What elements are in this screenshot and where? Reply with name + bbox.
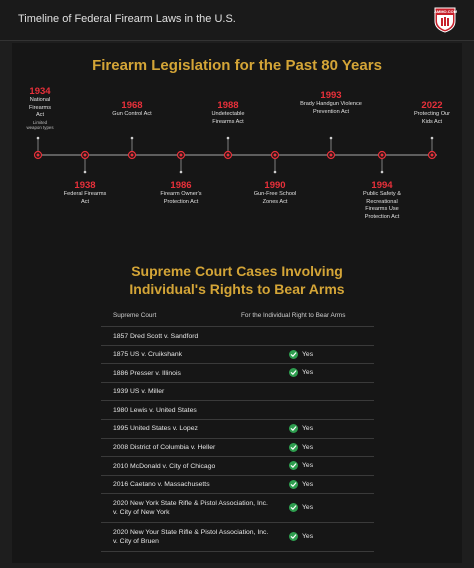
timeline-event-label: Gun-Free School Zones Act [253, 191, 297, 205]
column-header-case: Supreme Court [113, 312, 157, 319]
table-body [101, 327, 374, 552]
table-row [101, 476, 374, 495]
cases-title-line2: Individual's Rights to Bear Arms [129, 281, 345, 297]
timeline-event [92, 100, 172, 119]
result-cell [289, 350, 313, 359]
result-cell [289, 480, 313, 489]
timeline-event-sublabel: Limited weapon types [26, 119, 54, 130]
timeline-year: 1986 [170, 180, 192, 191]
result-cell [289, 443, 313, 452]
result-text: Yes [302, 504, 314, 512]
timeline-year: 1968 [121, 100, 143, 111]
cases-table [101, 306, 374, 552]
timeline-year: 1934 [29, 86, 51, 97]
table-row [101, 364, 374, 383]
timeline-stem-tip [84, 171, 87, 174]
result-cell [289, 532, 313, 541]
timeline-event [235, 180, 315, 206]
timeline-year: 1993 [320, 90, 342, 101]
timeline-event-label: Public Safety & Recreational Firearms Use Protection Act [363, 191, 401, 220]
result-cell [289, 424, 313, 433]
timeline-marker-dot [274, 154, 277, 157]
timeline-marker-dot [381, 154, 384, 157]
timeline-event-label: Brady Handgun Violence Prevention Act [300, 101, 362, 115]
timeline-event [291, 90, 371, 116]
timeline-event-label: Undetectable Firearms Act [211, 111, 245, 125]
header-title: Timeline of Federal Firearm Laws in the U.S. [18, 13, 236, 25]
check-icon [289, 461, 298, 470]
timeline-marker-dot [431, 154, 434, 157]
check-icon [289, 480, 298, 489]
timeline-event [392, 100, 472, 126]
timeline-event-label: Protecting Our Kids Act [413, 111, 451, 125]
table-row [101, 383, 374, 402]
timeline-stem-tip [227, 137, 230, 140]
case-name: 1857 Dred Scott v. Sandford [113, 332, 199, 340]
result-text: Yes [302, 443, 314, 451]
timeline-stem-tip [37, 137, 40, 140]
result-text: Yes [302, 424, 314, 432]
table-row [101, 346, 374, 365]
case-name: 2008 District of Columbia v. Heller [113, 444, 216, 452]
result-text: Yes [302, 369, 314, 377]
result-cell [289, 461, 313, 470]
cases-title [0, 262, 474, 298]
timeline-event [45, 180, 125, 206]
timeline-event [141, 180, 221, 206]
timeline-event-label: National Firearms Act [28, 97, 52, 118]
timeline-chart [0, 0, 474, 240]
case-name: 1939 US v. Miller [113, 388, 165, 396]
table-header [101, 306, 374, 327]
timeline-event [342, 180, 422, 221]
timeline-year: 1988 [217, 100, 239, 111]
case-name: 2016 Caetano v. Massachusetts [113, 481, 210, 489]
timeline-year: 1938 [74, 180, 96, 191]
case-name: 2020 New Your State Rifle & Pistol Association, Inc. v. City of Bruen [113, 529, 269, 546]
timeline-event-label: Federal Firearms Act [63, 191, 107, 205]
table-row [101, 327, 374, 346]
timeline-marker-dot [180, 154, 183, 157]
table-row [101, 457, 374, 476]
column-header-result: For the Individual Right to Bear Arms [241, 312, 346, 319]
check-icon [289, 350, 298, 359]
table-row [101, 439, 374, 458]
result-text: Yes [302, 480, 314, 488]
timeline-year: 2022 [421, 100, 443, 111]
case-name: 2010 McDonald v. City of Chicago [113, 462, 216, 470]
case-name: 1995 United States v. Lopez [113, 425, 198, 433]
result-cell [289, 368, 313, 377]
cases-title-line1: Supreme Court Cases Involving [131, 263, 343, 279]
timeline-event [188, 100, 268, 126]
result-cell [289, 503, 313, 512]
result-text: Yes [302, 462, 314, 470]
logo-text: AMMO.COM [434, 9, 458, 14]
check-icon [289, 424, 298, 433]
check-icon [289, 503, 298, 512]
table-row [101, 523, 374, 552]
check-icon [289, 368, 298, 377]
timeline-stem-tip [131, 137, 134, 140]
table-row [101, 401, 374, 420]
check-icon [289, 443, 298, 452]
result-text: Yes [302, 350, 314, 358]
case-name: 2020 New York State Rifle & Pistol Association, Inc. v. City of New York [113, 500, 268, 517]
timeline-marker-dot [227, 154, 230, 157]
timeline-marker-dot [131, 154, 134, 157]
timeline-stem-tip [274, 171, 277, 174]
timeline-year: 1990 [264, 180, 286, 191]
timeline-stem-tip [431, 137, 434, 140]
timeline-year: 1994 [371, 180, 393, 191]
timeline-marker-dot [330, 154, 333, 157]
timeline-stem-tip [381, 171, 384, 174]
timeline-marker-dot [37, 154, 40, 157]
case-name: 1980 Lewis v. United States [113, 406, 197, 414]
table-row [101, 494, 374, 523]
check-icon [289, 532, 298, 541]
timeline-stem-tip [330, 137, 333, 140]
timeline-marker-dot [84, 154, 87, 157]
table-row [101, 420, 374, 439]
timeline-event-label: Firearm Owner's Protection Act [160, 191, 202, 205]
timeline-stem-tip [180, 171, 183, 174]
case-name: 1875 US v. Cruikshank [113, 351, 183, 359]
result-text: Yes [302, 533, 314, 541]
timeline-event [0, 86, 80, 131]
timeline-title: Firearm Legislation for the Past 80 Years [92, 57, 382, 74]
timeline-event-label: Gun Control Act [112, 111, 152, 117]
case-name: 1886 Presser v. Illinois [113, 369, 181, 377]
